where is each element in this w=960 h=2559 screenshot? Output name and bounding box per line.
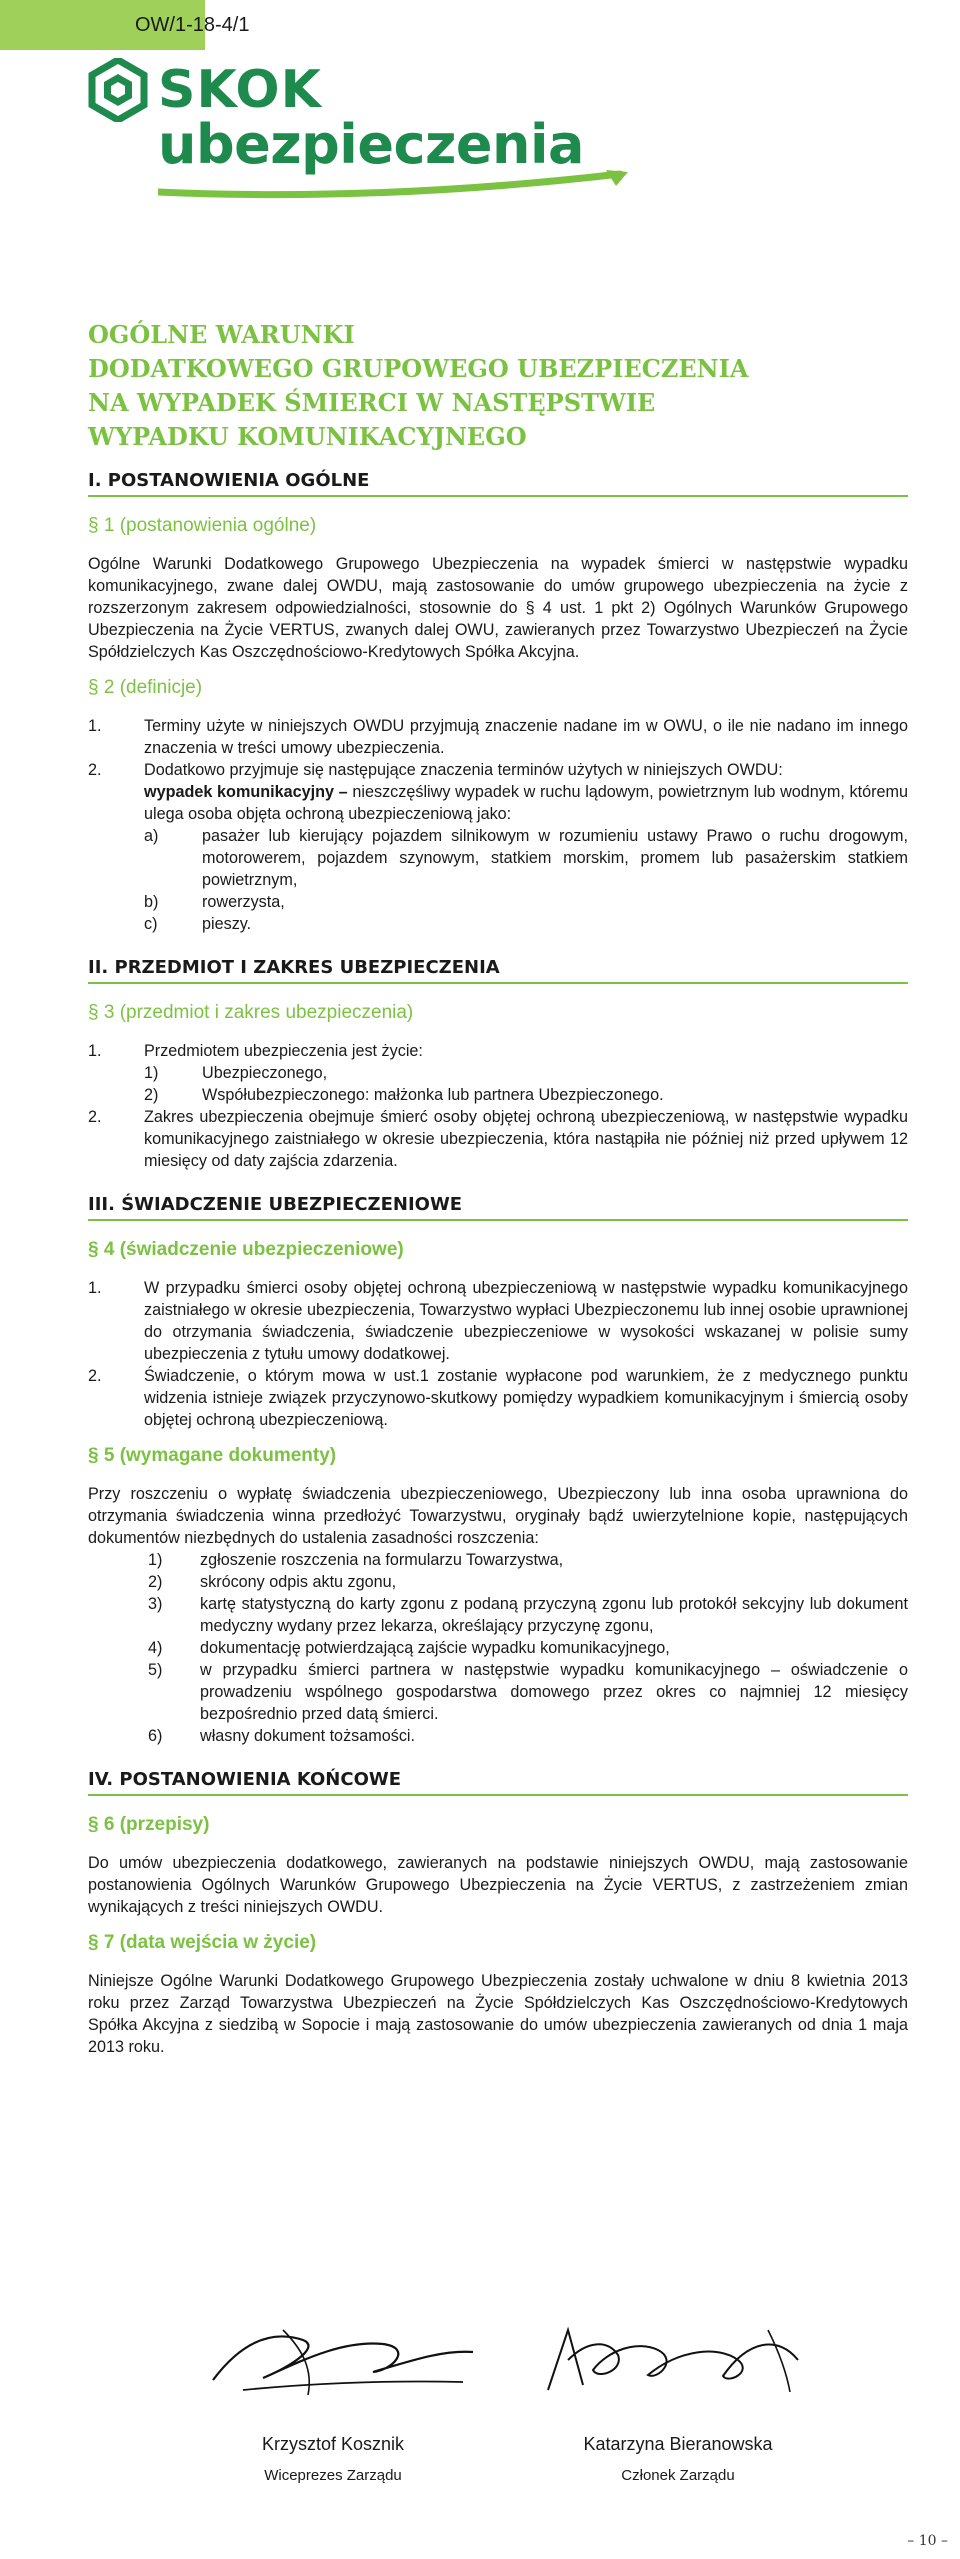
- section-heading-scope: II. PRZEDMIOT I ZAKRES UBEZPIECZENIA: [88, 957, 908, 984]
- list-item: 6) własny dokument tożsamości.: [148, 1727, 416, 1745]
- paragraph-6-text: Do umów ubezpieczenia dodatkowego, zawieranych na podstawie niniejszych OWDU, mają zastosowanie postanowienia Ogólnych Warunków Grupowego Ubezpieczenia na Życie VERTUS, z zastrzeżeniem zmian wynikających z treści niniejszych OWDU.: [88, 1854, 908, 1916]
- logo-text-ubezpieczenia: ubezpieczenia: [158, 113, 584, 176]
- list-item: 5) w przypadku śmierci partnera w następstwie wypadku komunikacyjnego – oświadczenie o prowadzeniu wspólnego gospodarstwa domowego przez okres co najmniej 12 miesięcy bezpośrednio przed datą śmierci.: [148, 1661, 908, 1723]
- definition-term: wypadek komunikacyjny –: [144, 783, 348, 801]
- list-item: c) pieszy.: [144, 915, 252, 933]
- title-line: DODATKOWEGO GRUPOWEGO UBEZPIECZENIA: [88, 354, 749, 383]
- page-number: – 10 –: [907, 2533, 948, 2549]
- list-item: 2) Współubezpieczonego: małżonka lub partnera Ubezpieczonego.: [144, 1086, 664, 1104]
- signature-right: [528, 2300, 828, 2484]
- handwritten-signature-icon: [183, 2300, 483, 2420]
- section-heading-final: IV. POSTANOWIENIA KOŃCOWE: [88, 1769, 908, 1796]
- insured-sublist: [144, 1062, 908, 1106]
- list-item: 1) Ubezpieczonego,: [144, 1064, 328, 1082]
- list-item: 1. Terminy użyte w niniejszych OWDU przyjmują znaczenie nadane im w OWU, o ile nie nadano im innego znaczenia w treści umowy ubezpieczenia.: [88, 717, 908, 757]
- list-item: a) pasażer lub kierujący pojazdem silnikowym w rozumieniu ustawy Prawo o ruchu drogowym, motorowerem, pojazdem szynowym, statkiem morskim, promem lub pasażerskim statkiem powietrznym,: [144, 827, 908, 889]
- paragraph-1-text: Ogólne Warunki Dodatkowego Grupowego Ubezpieczenia na wypadek śmierci w następstwie wypadku komunikacyjnego, zwane dalej OWDU, mają zastosowanie do umów grupowego ubezpieczenia na życie z rozszerzonym zakresem odpowiedzialności, stosownie do § 4 ust. 1 pkt 2) Ogólnych Warunków Grupowego Ubezpieczenia na Życie VERTUS, zwanych dalej OWU, zawieranych przez Towarzystwo Ubezpieczeń na Życie Spółdzielczych Kas Oszczędnościowo-Kredytowych Spółka Akcyjna.: [88, 555, 908, 661]
- paragraph-5-text: Przy roszczeniu o wypłatę świadczenia ubezpieczeniowego, Ubezpieczony lub inna osoba uprawniona do otrzymania świadczenia winna przedłożyć Towarzystwu, oryginały bądź uwierzytelnione kopie, następujących dokumentów niezbędnych do ustalenia zasadności roszczenia:: [88, 1485, 908, 1547]
- list-item: 4) dokumentację potwierdzającą zajście wypadku komunikacyjnego,: [148, 1639, 670, 1657]
- list-item: 3) kartę statystyczną do karty zgonu z podaną przyczyną zgonu lub protokół sekcyjny lub dokument medyczny wydany przez lekarza, określający przyczynę zgonu,: [148, 1595, 908, 1635]
- list-item: 2) skrócony odpis aktu zgonu,: [148, 1573, 397, 1591]
- signatures-block: [88, 2300, 908, 2500]
- paragraph-heading-1: § 1 (postanowienia ogólne): [88, 515, 317, 536]
- list-item: 2. Dodatkowo przyjmuje się następujące znaczenia terminów użytych w niniejszych OWDU: wypadek komunikacyjny – nieszczęśliwy wypadek w ruchu lądowym, powietrznym lub wodnym, któremu ulega osoba objęta ochroną ubezpieczeniową jako: a) pasażer lub kierujący pojazdem silnikowym w rozumieniu ustawy Prawo o ruchu drogowym, motorowerem, pojazdem szynowym, statkiem morskim, promem lub pasażerskim statkiem powietrznym, b) rowerzysta, c) pieszy.: [88, 761, 908, 933]
- definition: [144, 781, 908, 825]
- section-heading-benefit: III. ŚWIADCZENIE UBEZPIECZENIOWE: [88, 1194, 908, 1221]
- document-title: [88, 318, 908, 454]
- title-line: WYPADKU KOMUNIKACYJNEGO: [88, 422, 527, 451]
- signatory-role: Wiceprezes Zarządu: [264, 2467, 402, 2484]
- paragraph-heading-7: § 7 (data wejścia w życie): [88, 1932, 317, 1953]
- logo-swoosh-icon: [158, 168, 628, 208]
- signatory-role: Członek Zarządu: [621, 2467, 735, 2484]
- title-line: OGÓLNE WARUNKI: [88, 320, 355, 349]
- paragraph-heading-2: § 2 (definicje): [88, 677, 203, 698]
- paragraph-heading-5: § 5 (wymagane dokumenty): [88, 1445, 337, 1466]
- signatory-name: Krzysztof Kosznik: [261, 2434, 405, 2454]
- paragraph-7-text: Niniejsze Ogólne Warunki Dodatkowego Grupowego Ubezpieczenia zostały uchwalone w dniu 8 kwietnia 2013 roku przez Zarząd Towarzystwa Ubezpieczeń na Życie Spółdzielczych Kas Oszczędnościowo-Kredytowych Spółka Akcyjna z siedzibą w Sopocie i mają zastosowanie do umów ubezpieczenia zawieranych od dnia 1 maja 2013 roku.: [88, 1972, 908, 2056]
- paragraph-heading-3: § 3 (przedmiot i zakres ubezpieczenia): [88, 1002, 414, 1023]
- signatory-name: Katarzyna Bieranowska: [583, 2434, 773, 2454]
- logo-text-skok: SKOK: [158, 60, 322, 120]
- list-item: 1) zgłoszenie roszczenia na formularzu Towarzystwa,: [148, 1551, 564, 1569]
- logo-emblem-icon: [88, 58, 148, 122]
- benefit-list: [88, 1277, 908, 1431]
- documents-list: [88, 1549, 908, 1747]
- list-item: b) rowerzysta,: [144, 893, 285, 911]
- list-item: 1. W przypadku śmierci osoby objętej ochroną ubezpieczeniową w następstwie wypadku komunikacyjnego zaistniałego w okresie ubezpieczenia, Towarzystwo wypłaci Ubezpieczonemu lub innej osobie uprawnionej do otrzymania świadczenia, świadczenie ubezpieczeniowe w wysokości wskazanej w polisie sumy ubezpieczenia z tytułu umowy dodatkowej.: [88, 1279, 908, 1363]
- paragraph-heading-4: § 4 (świadczenie ubezpieczeniowe): [88, 1239, 404, 1260]
- handwritten-signature-icon: [528, 2300, 828, 2420]
- signature-left: [183, 2300, 483, 2484]
- list-item: 2. Świadczenie, o którym mowa w ust.1 zostanie wypłacone pod warunkiem, że z medycznego punktu widzenia istnieje związek przyczynowo-skutkowy pomiędzy wypadkiem komunikacyjnym i śmiercią osoby objętej ochroną ubezpieczeniową.: [88, 1367, 908, 1429]
- document-body: [88, 470, 908, 2072]
- definitions-list: [88, 715, 908, 935]
- paragraph-heading-6: § 6 (przepisy): [88, 1814, 210, 1835]
- section-heading-general: I. POSTANOWIENIA OGÓLNE: [88, 470, 908, 497]
- list-item: 2. Zakres ubezpieczenia obejmuje śmierć osoby objętej ochroną ubezpieczeniową, w następstwie wypadku komunikacyjnego zaistniałego w okresie ubezpieczenia, która nastąpiła nie później niż przed upływem 12 miesięcy od daty zajścia zdarzenia.: [88, 1108, 908, 1170]
- definition-sublist: [144, 825, 908, 935]
- list-item: 1. Przedmiotem ubezpieczenia jest życie: 1) Ubezpieczonego, 2) Współubezpieczonego: małżonka lub partnera Ubezpieczonego.: [88, 1040, 908, 1106]
- definition-text: nieszczęśliwy wypadek w ruchu lądowym, powietrznym lub wodnym, któremu ulega osoba objęta ochroną ubezpieczeniową jako:: [144, 783, 908, 823]
- title-line: NA WYPADEK ŚMIERCI W NASTĘPSTWIE: [88, 388, 656, 417]
- skok-logo: [88, 58, 628, 208]
- scope-list: [88, 1040, 908, 1172]
- document-code: OW/1-18-4/1: [135, 14, 250, 36]
